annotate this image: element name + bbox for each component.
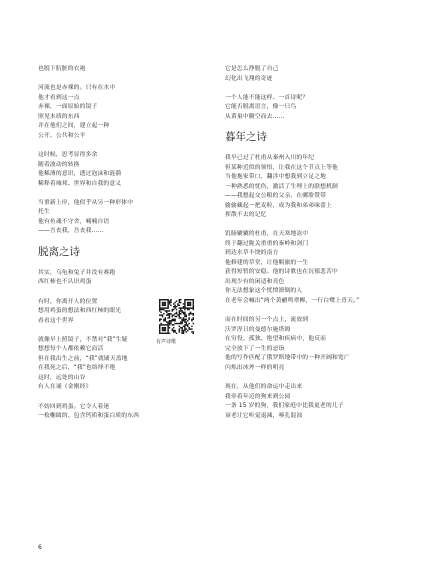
poem-line: 河流也是赤裸的。只有在水中 <box>38 85 116 92</box>
poem-line: 从黄巢中腾空而去…… <box>225 113 285 120</box>
poem-line: 他有鱼魂不守舍，喃喃自语 <box>38 218 110 225</box>
poem-line: 一条 15 岁的狗，我们家庭中比我更老的儿子 <box>225 403 344 409</box>
poem-line: 现在，从他们的命运中走出来 <box>225 384 303 390</box>
poem-title: 脱离之诗 <box>38 245 80 258</box>
poem-line: 一枚椭圆的、包含钙质和蛋白质的东西 <box>38 413 140 420</box>
poem-line: 一种熟悉的忧伤，激活了生理上的联想机制 <box>225 183 338 190</box>
poem-line: 西红柿也不认识鸡蛋 <box>38 279 92 286</box>
poem-line: 但在我出生之前，“我”就铺天盖地 <box>38 355 128 362</box>
poem-line: 而在时间的另一个点上，流放到 <box>225 317 309 324</box>
poem-line: 闪烁出冰斧一样的明亮 <box>225 364 285 371</box>
qr-code-graphic <box>159 299 194 334</box>
poem-line: 这时，远处的山谷 <box>38 374 86 381</box>
poem-line: 也脱下肮脏的衣袍 <box>38 66 86 72</box>
poem-line: 一个人能不能这样。一首诗呢？ <box>225 94 309 101</box>
poem-line: 他的写作匹配了俄罗斯地带中的一种开阔和宽广 <box>225 355 350 362</box>
poem-line: 就像早上照镜子，不禁对“我”生疑 <box>38 336 128 343</box>
poem-line: 你无法想象这个忧愤潦倒的人 <box>225 288 303 295</box>
poem-line: 在我死之后，“我”也络绎不绝 <box>38 365 116 372</box>
poem-line: 获得短暂的安稳。他的诗歌也在沉郁悲苦中 <box>225 269 338 276</box>
poem-line: 出现少有的闲适和亮色 <box>225 278 285 285</box>
poem-line: ——我想起交公粮的父亲，在骡脸赞带 <box>225 193 327 200</box>
poem-line: 有时，你离开人的位置 <box>38 298 98 305</box>
poem-line: 到达水草丰饶的南方 <box>225 250 279 257</box>
poem-line: 随着波动的转换 <box>38 161 80 168</box>
poem-line: 我早已过了杜甫从秦州入川的年纪 <box>225 155 315 162</box>
poem-line: 并在他们之间，建立起一种 <box>38 123 110 130</box>
poem-line: 其实，乌龟和兔子并没有赛跑 <box>38 269 116 276</box>
poem-line: 稀释着城邦、世界和自我的意义 <box>38 180 122 187</box>
poem-line: 赤裸，一面原始的镜子 <box>38 104 98 111</box>
poem-line: 但某种近似的领悟，让我在这个节点上等他 <box>225 164 338 171</box>
poem-line: 幻化出飞翔的奇迹 <box>225 75 273 82</box>
poem-title: 暮年之诗 <box>225 131 267 144</box>
qr-code-icon[interactable] <box>159 299 194 334</box>
poem-line: 终于翻过陇关重重的秦岭和剑门 <box>225 240 309 247</box>
poem-line: 饥肠辘辘的杜甫，在天寒地冻中 <box>225 231 309 238</box>
poem-line: 有人在诵《金刚经》 <box>38 384 92 391</box>
poem-line: 想想每个人都依赖它而活 <box>38 346 104 353</box>
poem-line: 他修建的草堂，让他羁旅的一生 <box>225 259 309 266</box>
poem-line: 它能否脱离语言，像一只鸟 <box>225 104 297 111</box>
poem-line: 我牵着年迈的狗来到公园 <box>225 393 291 400</box>
poem-line: ——吾丧我，吾丧我…… <box>38 228 104 235</box>
poem-line: 想用鸡蛋的想法和西红柿的眼光 <box>38 308 122 314</box>
poem-line: 它是怎么挣脱了自己 <box>225 66 279 72</box>
poem-line: 挥散不去的记忆 <box>225 212 267 219</box>
poem-line: 衰老让它听觉退减，嗅孔混浊 <box>225 412 303 419</box>
poem-line: 他稀薄的意识，透过泡沫和涟漪 <box>38 171 122 178</box>
poem-line: 看看这个世界 <box>38 317 74 324</box>
poem-line: 沃罗涅日的曼德尔施塔姆 <box>225 326 291 333</box>
qr-caption: 有声诗歌 <box>156 339 177 345</box>
poem-line: 完全放下了一生的忌诣 <box>225 345 285 352</box>
poem-line: 在穷役、孤独、绝望和疾病中，他反而 <box>225 336 327 343</box>
poem-line: 公开、公共和公平 <box>38 132 86 139</box>
poem-line: 他才看到这一点 <box>38 94 80 101</box>
poem-line: 这时候，思考显得多余 <box>38 152 98 159</box>
poem-line: 当重新上岸，他似乎从另一种形体中 <box>38 199 134 206</box>
poem-line: 照见本质的东西 <box>38 113 80 120</box>
poem-line: 不妨回到鸡蛋。它令人着迷 <box>38 403 110 410</box>
poem-line: 偷偷藏起一把麦粒，成为我和弟弟味蕾上 <box>225 202 333 209</box>
page-number: 6 <box>38 544 42 551</box>
poem-line: 托生 <box>38 209 50 216</box>
poem-line: 当他拖家带口，翻涉中想我到立足之地 <box>225 174 327 181</box>
poem-line: 在老年会喊出“两个黄鹂鸣翠柳，一行白鹭上青天。” <box>225 297 360 304</box>
